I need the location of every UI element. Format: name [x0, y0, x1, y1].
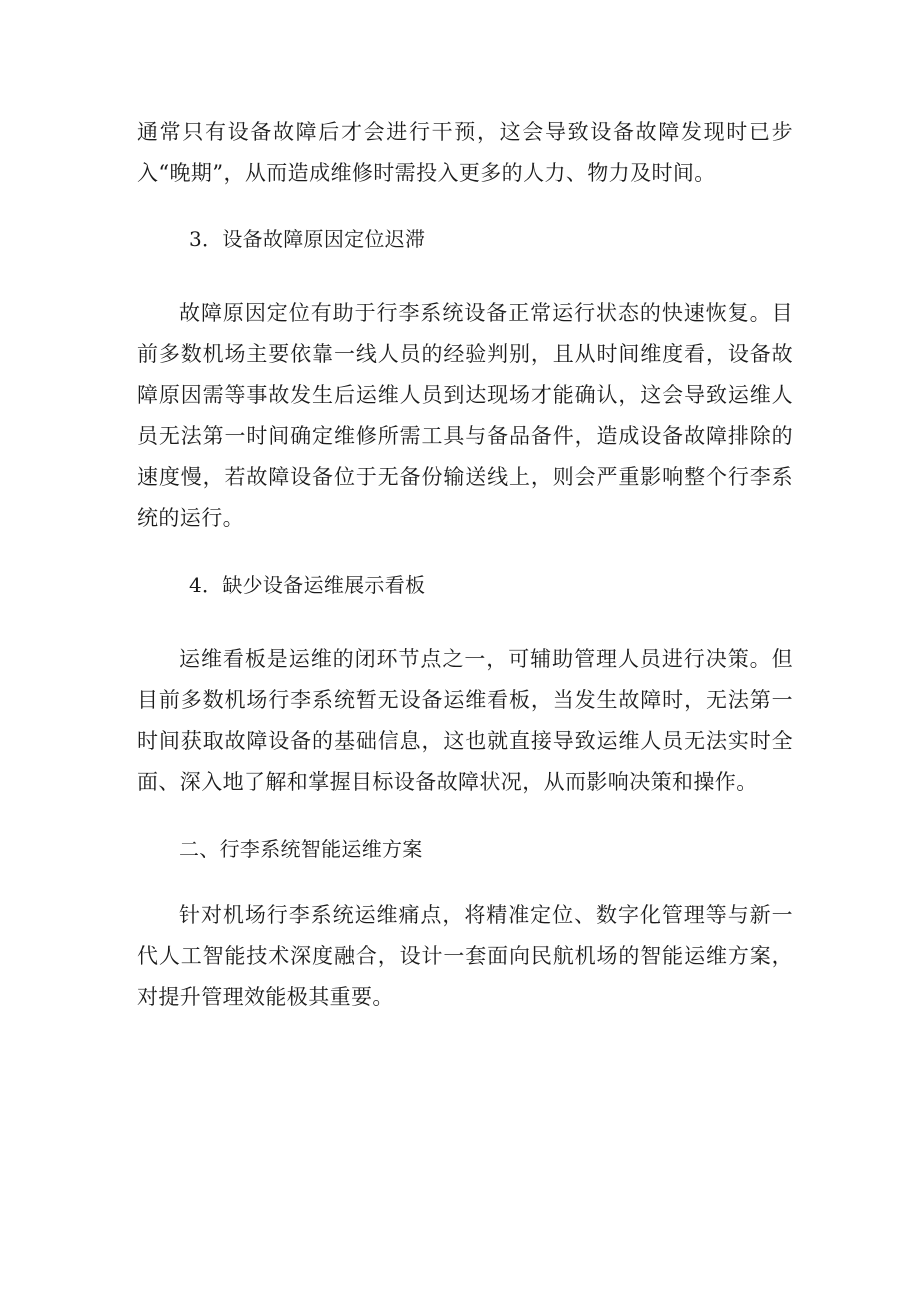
- subheading-3: 3．设备故障原因定位迟滞: [189, 227, 426, 251]
- paragraph-continued: 通常只有设备故障后才会进行干预，这会导致设备故障发现时已步入“晚期”，从而造成维修时需投入更多的人力、物力及时间。: [137, 120, 793, 185]
- subheading-4: 4．缺少设备运维展示看板: [189, 573, 426, 597]
- paragraph-dashboard: 运维看板是运维的闭环节点之一，可辅助管理人员进行决策。但目前多数机场行李系统暂无设备运维看板，当发生故障时，无法第一时间获取故障设备的基础信息，这也就直接导致运维人员无法实时全面、深入地了解和掌握目标设备故障状况，从而影响决策和操作。: [137, 647, 793, 794]
- paragraph-solution: 针对机场行李系统运维痛点，将精准定位、数字化管理等与新一代人工智能技术深度融合，设计一套面向民航机场的智能运维方案，对提升管理效能极其重要。: [137, 903, 793, 1009]
- document-body: [137, 112, 793, 1018]
- paragraph-fault-location: 故障原因定位有助于行李系统设备正常运行状态的快速恢复。目前多数机场主要依靠一线人员的经验判别，且从时间维度看，设备故障原因需等事故发生后运维人员到达现场才能确认，这会导致运维人员无法第一时间确定维修所需工具与备品备件，造成设备故障排除的速度慢，若故障设备位于无备份输送线上，则会严重影响整个行李系统的运行。: [137, 301, 793, 530]
- section-heading-2: 二、行李系统智能运维方案: [179, 837, 423, 861]
